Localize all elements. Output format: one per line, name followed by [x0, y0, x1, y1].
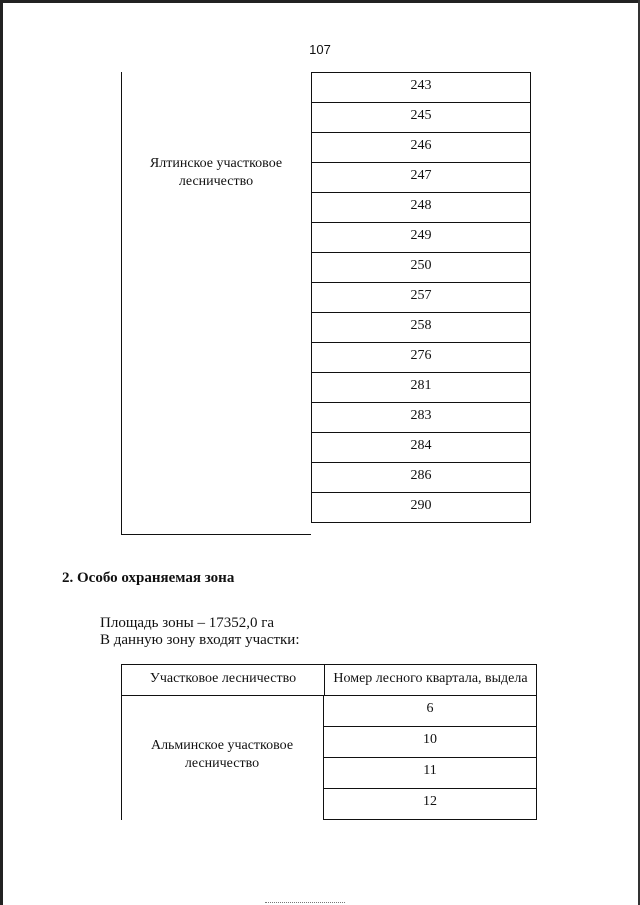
- scan-artifact: [265, 902, 345, 904]
- table1-quarter-cell: 257: [311, 282, 531, 312]
- table2-header-row: [121, 664, 537, 696]
- table1-forestry-name: Ялтинское участковое лесничество: [149, 156, 283, 189]
- page-number: 107: [309, 42, 331, 57]
- table1-quarter-cell: 281: [311, 372, 531, 402]
- table2-header-forestry: Участковое лесничество: [122, 665, 325, 695]
- table2-quarter-cell: 12: [323, 789, 537, 820]
- table1-quarter-cell: 286: [311, 462, 531, 492]
- table1-quarter-cell: 248: [311, 192, 531, 222]
- table2-header-quarter: Номер лесного квартала, выдела: [333, 671, 528, 686]
- table1-quarter-cell: 290: [311, 492, 531, 523]
- table1-quarter-cell: 249: [311, 222, 531, 252]
- table1-quarter-column: [311, 72, 531, 523]
- table2-quarter-cell: 10: [323, 727, 537, 758]
- table2-forestry-name: Альминское участковое лесничество: [150, 738, 294, 771]
- table2-quarter-cell: 6: [323, 696, 537, 727]
- table1-quarter-cell: 246: [311, 132, 531, 162]
- table2-quarter-cell: 11: [323, 758, 537, 789]
- table1-quarter-cell: 276: [311, 342, 531, 372]
- table1-quarter-cell: 283: [311, 402, 531, 432]
- table1-quarter-cell: 250: [311, 252, 531, 282]
- table1-quarter-cell: 247: [311, 162, 531, 192]
- scan-edge-left: [0, 0, 3, 905]
- table1-bottom-border: [121, 534, 311, 535]
- table1-quarter-cell: 284: [311, 432, 531, 462]
- table2-quarter-column: [323, 696, 537, 820]
- table1-quarter-cell: 243: [311, 72, 531, 102]
- zone-area-text: Площадь зоны – 17352,0 га: [100, 615, 275, 631]
- scan-edge-top: [0, 0, 640, 3]
- zone-plots-intro: В данную зону входят участки:: [100, 632, 300, 648]
- table1-left-border: [121, 72, 122, 534]
- table1-quarter-cell: 245: [311, 102, 531, 132]
- section-title: 2. Особо охраняемая зона: [62, 570, 235, 586]
- table1-quarter-cell: 258: [311, 312, 531, 342]
